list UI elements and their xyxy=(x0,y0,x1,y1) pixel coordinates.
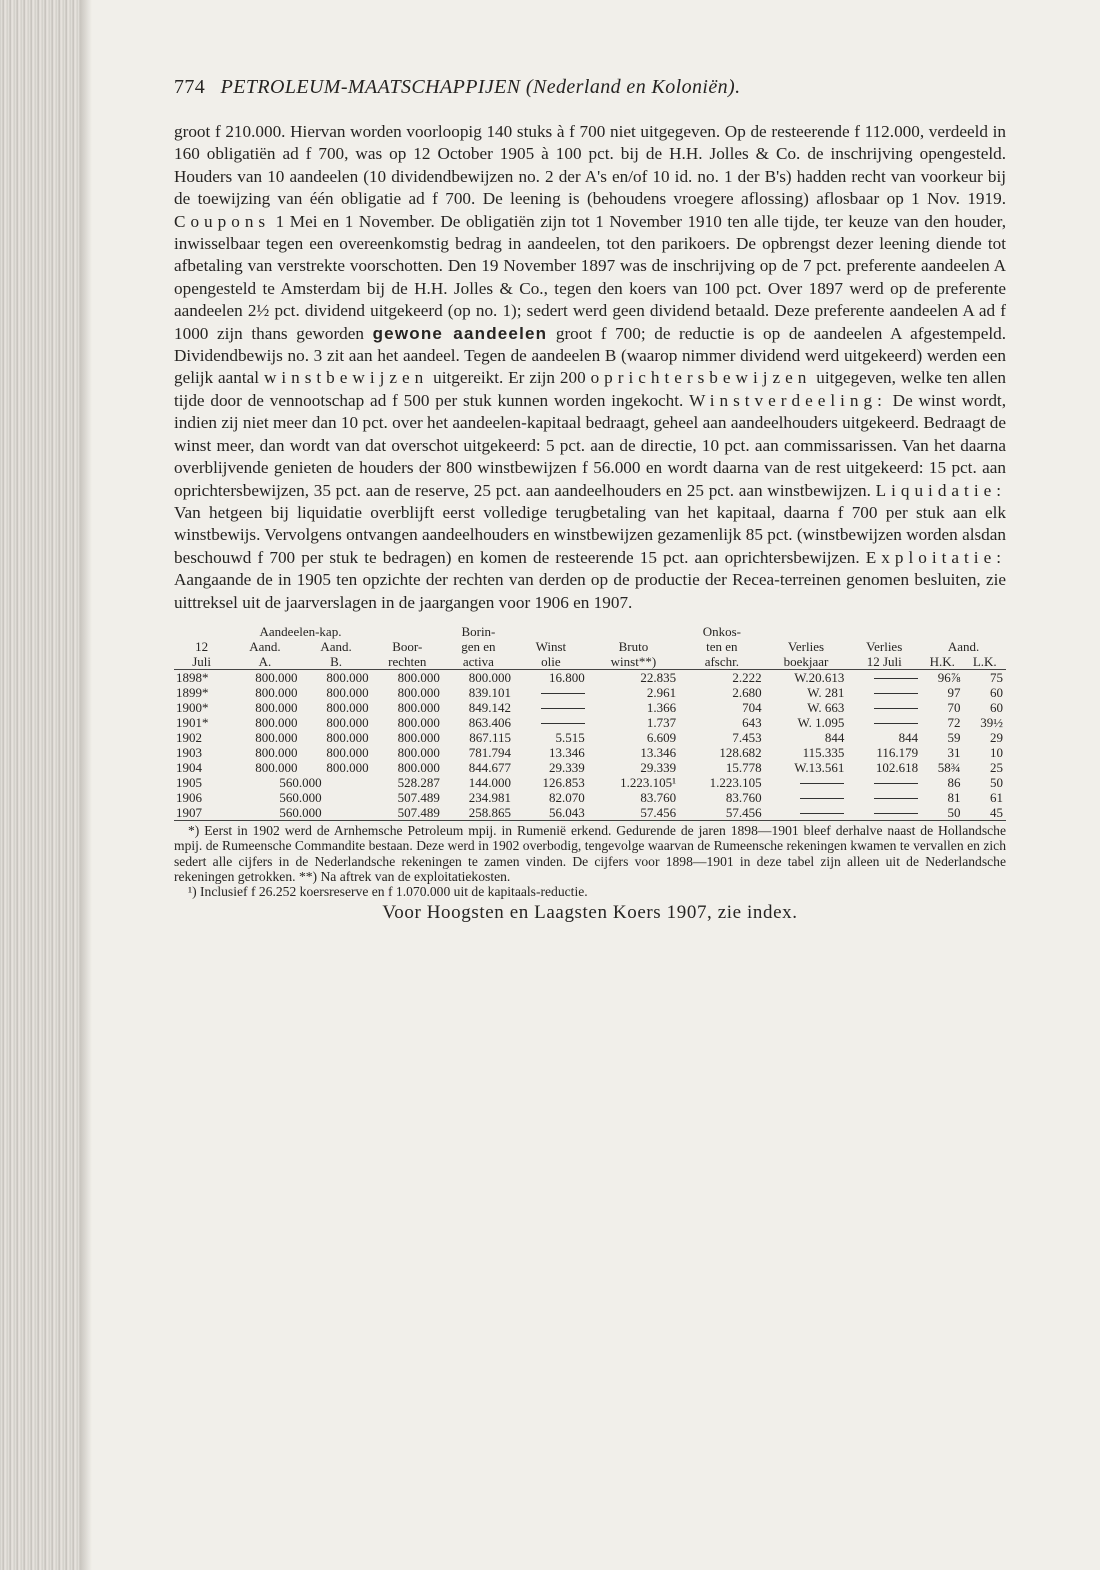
table-header-cell: Aand. xyxy=(320,638,352,654)
table-header-cell xyxy=(174,624,229,639)
table-cell: 1.366 xyxy=(646,699,677,715)
table-cell: 507.489 xyxy=(397,789,440,805)
dash-mark xyxy=(874,813,918,814)
table-cell: 75 xyxy=(990,669,1003,685)
table-row xyxy=(174,760,1006,775)
table-cell: 2.961 xyxy=(646,684,677,700)
table-cell: 60 xyxy=(990,699,1003,715)
table-cell: 800.000 xyxy=(326,729,369,745)
table-cell: 800.000 xyxy=(326,744,369,760)
table-cell: 1.737 xyxy=(646,714,677,730)
table-cell: 781.794 xyxy=(468,744,511,760)
table-cell: 800.000 xyxy=(397,729,440,745)
table-header-cell: gen en xyxy=(461,638,496,654)
table-cell: 86 xyxy=(947,774,961,790)
table-cell: 560.000 xyxy=(229,805,371,821)
table-cell: 29.339 xyxy=(549,759,585,775)
table-cell: 839.101 xyxy=(468,684,511,700)
table-cell: 2.222 xyxy=(732,669,762,685)
table-header-cell xyxy=(588,624,679,639)
table-cell xyxy=(847,700,921,715)
table-cell: W. 663 xyxy=(807,699,845,715)
text-run: groot f 210.000. Hiervan worden voorloopig 140 stuks à f 700 niet uitgegeven. Op de resteerende f 112.000, verdeeld in 160 obligatiën ad f 700, was op 12 October 1905 à 100 pct. bij de H.H. Jolles & Co. de inschrijving opengesteld. Houders van 10 aandeelen (10 dividendbewijzen no. 2 der A's en/of 10 id. no. 1 der B's) hadden recht van voorkeur bij de toewijzing van één obligatie ad f 700. De leening is (behoudens vroegere aflossing) aflosbaar op 1 Nov. 1919. xyxy=(174,122,1006,209)
table-cell: 1904 xyxy=(176,759,202,775)
table-header-cell: winst**) xyxy=(588,654,679,670)
table-header-row xyxy=(174,624,1006,639)
dash-mark xyxy=(541,708,585,709)
table-cell: 1906 xyxy=(176,789,202,805)
spaced-label-winstverdeeling: Winstverdeeling: xyxy=(689,390,887,410)
table-cell: 560.000 xyxy=(279,789,322,805)
table-header-cell: boekjaar xyxy=(765,654,848,670)
dash-mark xyxy=(874,723,918,724)
dash-mark xyxy=(541,723,585,724)
table-cell: W. 1.095 xyxy=(797,714,845,730)
table-cell xyxy=(847,685,921,700)
table-cell: 258.865 xyxy=(443,805,514,821)
table-header-cell: Boor- xyxy=(392,638,423,654)
table-header-cell: 12 xyxy=(195,638,209,654)
table-header-cell: Borin- xyxy=(461,623,496,639)
table-cell xyxy=(765,805,848,821)
table-cell: 29 xyxy=(990,729,1003,745)
table-header-cell: activa xyxy=(443,654,514,670)
table-cell: 800.000 xyxy=(397,684,440,700)
table-header-cell: 12 Juli xyxy=(847,654,921,670)
table-header-cell: Onkos- xyxy=(702,623,741,639)
table-cell: 800.000 xyxy=(255,699,298,715)
table-cell: 25 xyxy=(990,759,1003,775)
main-paragraph xyxy=(174,121,1006,614)
table-header-cell: B. xyxy=(300,654,371,670)
table-cell: 5.515 xyxy=(555,729,585,745)
table-cell: 144.000 xyxy=(468,774,511,790)
spaced-label-liquidatie: Liquidatie: xyxy=(875,480,1006,500)
table-cell: 7.453 xyxy=(732,729,762,745)
footnote: *) Eerst in 1902 werd de Arnhemsche Petroleum mpij. in Rumenië erkend. Gedurende de jaren 1898—1901 bleef derhalve naast de Hollandsche mpij. de Rumeensche Commandite bestaan. Deze werd in 1902 overbodig, tengevolge waarvan de Rumeensche rekeningen kwamen te vervallen en zich sedert alle cijfers in de Nederlandsche rekeningen te zamen vinden. De cijfers voor 1898—1901 in deze tabel zijn alleen uit de Nederlandsche rekeningen getrokken. **) Na aftrek van de exploitatiekosten. xyxy=(174,822,1006,884)
table-cell: 800.000 xyxy=(397,759,440,775)
table-cell: 849.142 xyxy=(468,699,511,715)
table-cell: 867.115 xyxy=(469,729,511,745)
table-cell xyxy=(847,790,921,805)
table-header-cell xyxy=(765,624,848,639)
dash-mark xyxy=(874,708,918,709)
table-cell: 800.000 xyxy=(326,714,369,730)
page-number: 774 xyxy=(174,76,206,98)
table-row xyxy=(174,790,1006,805)
spaced-label-oprichtersbewijzen: oprichtersbewijzen xyxy=(590,368,812,388)
text-run: Van hetgeen bij liquidatie overblijft eerst volledige terugbetaling van het kapitaal, daarna f 700 per stuk aan elk winstbewijs. Vervolgens ontvangen aandeelhouders en winstbewijzen gezamenlijk 85 pct. (winstbewijzen worden alsdan beschouwd f 700 per stuk te bedragen) en komen de resteerende 15 pct. aan oprichtersbewijzen. xyxy=(174,502,1006,567)
table-header-cell xyxy=(921,624,1006,639)
dash-mark xyxy=(874,678,918,679)
spaced-label-coupons: Coupons xyxy=(174,211,271,231)
table-cell xyxy=(514,685,588,700)
table-cell: 56.043 xyxy=(514,805,588,821)
table-header-cell xyxy=(514,624,588,639)
text-run: De winst wordt, indien zij niet meer dan 10 pct. over het aandeelen-kapitaal bedraagt, geheel aan aandeelhouders uitgekeerd. Bedraagt de winst meer, dan wordt van dat overschot uitgekeerd: 5 pct. aan de directie, 10 pct. aan commissarissen. Van het daarna overblijvende genieten de houders der 800 winstbewijzen f 56.000 en wordt daarna van de rest uitgekeerd: 15 pct. aan oprichtersbewijzen, 35 pct. aan de reserve, 25 pct. aan aandeelhouders en 25 pct. aan winstbewijzen. xyxy=(174,390,1007,500)
dash-mark xyxy=(800,813,844,814)
table-cell: 234.981 xyxy=(468,789,511,805)
table-header-cell: Juli xyxy=(174,654,229,670)
table-cell: 800.000 xyxy=(397,714,440,730)
table-header-cell: Bruto xyxy=(618,638,649,654)
text-run: Aangaande de in 1905 ten opzichte der rechten van derden op de productie der Recea-terreinen genomen besluiten, zie uittreksel uit de jaarverslagen in de jaargangen voor 1906 en 1907. xyxy=(174,570,1006,612)
table-header-cell xyxy=(372,624,443,639)
running-header xyxy=(174,76,1006,99)
table-cell: 50 xyxy=(921,805,963,821)
table-cell: 528.287 xyxy=(397,774,440,790)
table-row xyxy=(174,730,1006,745)
table-header-cell: ten en xyxy=(706,638,738,654)
table-cell: 13.346 xyxy=(640,744,677,760)
table-cell: 29.339 xyxy=(640,759,677,775)
table-header-cell: Aand. xyxy=(947,638,980,654)
table-cell: 128.682 xyxy=(719,744,762,760)
table-cell: 10 xyxy=(990,744,1003,760)
table-cell: 844.677 xyxy=(468,759,511,775)
table-cell: 704 xyxy=(742,699,762,715)
dash-mark xyxy=(874,693,918,694)
table-cell: 50 xyxy=(990,774,1003,790)
table-row xyxy=(174,775,1006,790)
table-cell: 800.000 xyxy=(255,684,298,700)
footnote: ¹) Inclusief f 26.252 koersreserve en f 1.070.000 uit de kapitaals-reductie. xyxy=(188,884,588,900)
table-cell: 6.609 xyxy=(646,729,677,745)
table-body xyxy=(174,669,1006,820)
table-cell: 1903 xyxy=(176,744,202,760)
table-header-cell: afschr. xyxy=(679,654,765,670)
table-header-cell: L.K. xyxy=(964,654,1007,670)
document-page xyxy=(174,76,1006,924)
table-cell: 800.000 xyxy=(255,759,298,775)
paragraph xyxy=(174,121,1006,614)
table-cell: 800.000 xyxy=(255,669,298,685)
dash-mark xyxy=(800,783,844,784)
table-cell: 1.223.105 xyxy=(709,774,762,790)
financial-table xyxy=(174,624,1006,821)
table-cell: 1907 xyxy=(174,805,229,821)
table-row xyxy=(174,715,1006,730)
table-cell: 13.346 xyxy=(549,744,585,760)
table-cell: 800.000 xyxy=(326,699,369,715)
table-row xyxy=(174,745,1006,760)
table-header-cell: olie xyxy=(514,654,588,670)
table-cell: 45 xyxy=(964,805,1007,821)
table-header-cell: Verlies xyxy=(787,638,825,654)
table-cell: W.13.561 xyxy=(794,759,845,775)
book-binding-shadow xyxy=(0,0,80,1570)
table-cell: 60 xyxy=(990,684,1003,700)
table-cell: W. 281 xyxy=(807,684,845,700)
table-cell: 507.489 xyxy=(372,805,443,821)
table-footnotes xyxy=(174,823,1006,899)
table-cell: 800.000 xyxy=(255,729,298,745)
table-cell: 58¾ xyxy=(937,759,961,775)
table-cell: 16.800 xyxy=(549,669,585,685)
bold-label-gewone-aandeelen: gewone aandeelen xyxy=(372,323,548,343)
table-cell: 57.456 xyxy=(588,805,679,821)
table-cell: 800.000 xyxy=(397,699,440,715)
table-cell: 800.000 xyxy=(468,669,511,685)
text-run: groot f 700; de reductie is op de aandeelen A afgestempeld. Dividendbewijs no. 3 zit aan het aandeel. Tegen de aandeelen B (waarop nimmer dividend werd uitgekeerd) werden een gelijk aantal xyxy=(174,323,1006,388)
table-header-cell: H.K. xyxy=(921,654,963,670)
table-cell xyxy=(847,669,921,685)
table-cell: 15.778 xyxy=(725,759,762,775)
table-cell: 844 xyxy=(824,729,845,745)
table-cell xyxy=(514,700,588,715)
table-cell: 81 xyxy=(947,789,961,805)
table-cell: 844 xyxy=(898,729,919,745)
table-header-cell: A. xyxy=(229,654,300,670)
table-cell: 83.760 xyxy=(640,789,677,805)
table-cell: 115.335 xyxy=(802,744,845,760)
table-cell xyxy=(765,790,848,805)
table-cell: 1902 xyxy=(176,729,202,745)
table-cell xyxy=(765,775,848,790)
table-cell: 800.000 xyxy=(397,669,440,685)
table-header-cell xyxy=(847,624,921,639)
text-run: uitgegeven, welke ten allen tijde door de vennootschap ad f 500 per stuk kunnen worden ingekocht. xyxy=(174,368,1007,410)
table-cell: 57.456 xyxy=(679,805,765,821)
table-cell: 97 xyxy=(947,684,961,700)
table-cell: 800.000 xyxy=(326,684,369,700)
table-header-row xyxy=(174,654,1006,670)
table-header-cell: Winst xyxy=(535,638,567,654)
table-cell: 96⅞ xyxy=(937,669,961,685)
table-header-row xyxy=(174,639,1006,654)
table-cell: 61 xyxy=(990,789,1003,805)
dash-mark xyxy=(874,783,918,784)
table-cell: 643 xyxy=(742,714,762,730)
table-cell: 800.000 xyxy=(326,669,369,685)
text-run: 1 Mei en 1 November. De obligatiën zijn tot 1 November 1910 ten alle tijde, ter keuze van den houder, inwisselbaar tegen een overeenkomstig bedrag in aandeelen, tot den parikoers. De opbrengst dezer leening diende tot afbetaling van verstrekte voorschotten. Den 19 November 1897 was de inschrijving op de 7 pct. preferente aandeelen A opengesteld te Amsterdam bij de H.H. Jolles & Co., tegen den koers van 100 pct. Over 1897 werd op de preferente aandeelen 2½ pct. dividend uitgekeerd (op no. 1); sedert werd geen dividend betaald. Deze preferente aandeelen A ad f 1000 zijn thans geworden xyxy=(174,211,1006,343)
dash-mark xyxy=(874,798,918,799)
table-cell: 39½ xyxy=(980,714,1003,730)
table-cell: 22.835 xyxy=(640,669,677,685)
table-cell: 800.000 xyxy=(397,744,440,760)
table-cell: 1898* xyxy=(176,669,209,685)
table-cell: 59 xyxy=(947,729,961,745)
table-cell xyxy=(847,715,921,730)
footer-reference: Voor Hoogsten en Laagsten Koers 1907, zie index. xyxy=(382,902,798,924)
table-cell: 1905 xyxy=(176,774,202,790)
table-header-cell: Verlies xyxy=(866,638,903,654)
table-row xyxy=(174,669,1006,685)
table-row xyxy=(174,805,1006,821)
dash-mark xyxy=(541,693,585,694)
table-cell: 102.618 xyxy=(875,759,919,775)
table-cell: 2.680 xyxy=(732,684,762,700)
table-cell: 560.000 xyxy=(279,774,322,790)
table-cell: 126.853 xyxy=(542,774,585,790)
table-cell: 1.223.105¹ xyxy=(620,774,677,790)
table-cell: 1901* xyxy=(176,714,209,730)
table-header-cell: Aandeelen-kap. xyxy=(259,623,342,639)
table-row xyxy=(174,700,1006,715)
table-cell: 1899* xyxy=(176,684,209,700)
table-cell xyxy=(514,715,588,730)
table-cell: 83.760 xyxy=(725,789,762,805)
text-run: uitgereikt. Er zijn 200 xyxy=(428,368,591,388)
table-cell: 800.000 xyxy=(326,759,369,775)
table-cell: 863.406 xyxy=(468,714,511,730)
page-header-title: PETROLEUM-MAATSCHAPPIJEN (Nederland en Koloniën). xyxy=(220,76,741,98)
table-cell: 800.000 xyxy=(255,744,298,760)
table-cell xyxy=(847,775,921,790)
table-cell: 1900* xyxy=(176,699,209,715)
spaced-label-exploitatie: Exploitatie: xyxy=(865,547,1006,567)
table-cell: 70 xyxy=(947,699,961,715)
table-cell: 116.179 xyxy=(876,744,919,760)
table-cell: 800.000 xyxy=(255,714,298,730)
spaced-label-winstbewijzen: winstbewijzen xyxy=(263,368,429,388)
table-row xyxy=(174,685,1006,700)
dash-mark xyxy=(800,798,844,799)
table-cell: 72 xyxy=(947,714,961,730)
table-header-cell: Aand. xyxy=(249,638,281,654)
table-cell: 31 xyxy=(947,744,961,760)
table-cell: 82.070 xyxy=(549,789,585,805)
table-cell: W.20.613 xyxy=(794,669,845,685)
table-header-cell: rechten xyxy=(372,654,443,670)
table-cell xyxy=(847,805,921,821)
page-gutter xyxy=(80,0,92,1570)
